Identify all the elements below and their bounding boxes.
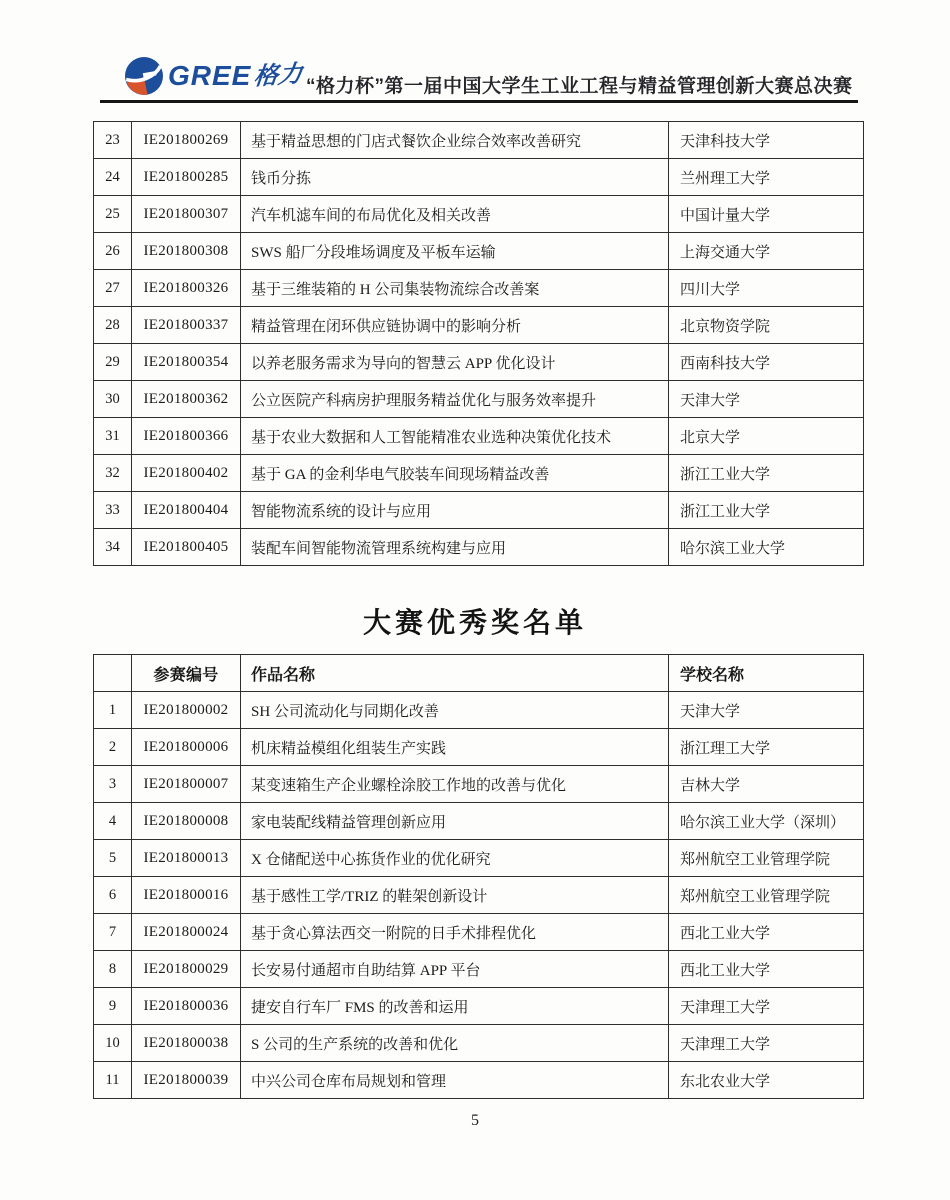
entry-id-cell: IE201800269 xyxy=(132,122,241,159)
table-row xyxy=(94,766,864,803)
project-title-cell: SWS 船厂分段堆场调度及平板车运输 xyxy=(241,233,669,270)
row-number-cell: 6 xyxy=(94,877,132,914)
school-name-cell: 浙江工业大学 xyxy=(669,455,864,492)
entry-id-cell: IE201800002 xyxy=(132,692,241,729)
project-title-cell: SH 公司流动化与同期化改善 xyxy=(241,692,669,729)
entry-id-cell: IE201800013 xyxy=(132,840,241,877)
row-number-cell: 3 xyxy=(94,766,132,803)
project-title-cell: 机床精益模组化组装生产实践 xyxy=(241,729,669,766)
school-name-cell: 西北工业大学 xyxy=(669,914,864,951)
column-header-entry-id: 参赛编号 xyxy=(132,655,241,692)
project-title-cell: 智能物流系统的设计与应用 xyxy=(241,492,669,529)
school-name-cell: 天津理工大学 xyxy=(669,1025,864,1062)
project-title-cell: X 仓储配送中心拣货作业的优化研究 xyxy=(241,840,669,877)
gree-logo xyxy=(124,54,305,98)
row-number-cell: 1 xyxy=(94,692,132,729)
table-row xyxy=(94,381,864,418)
entry-id-cell: IE201800016 xyxy=(132,877,241,914)
entry-id-cell: IE201800024 xyxy=(132,914,241,951)
row-number-cell: 27 xyxy=(94,270,132,307)
school-name-cell: 中国计量大学 xyxy=(669,196,864,233)
table-row xyxy=(94,196,864,233)
row-number-cell: 31 xyxy=(94,418,132,455)
school-name-cell: 兰州理工大学 xyxy=(669,159,864,196)
project-title-cell: 汽车机滤车间的布局优化及相关改善 xyxy=(241,196,669,233)
project-title-cell: 基于感性工学/TRIZ 的鞋架创新设计 xyxy=(241,877,669,914)
project-title-cell: 基于贪心算法西交一附院的日手术排程优化 xyxy=(241,914,669,951)
competition-title: “格力杯”第一届中国大学生工业工程与精益管理创新大赛总决赛 xyxy=(306,76,853,97)
table-row xyxy=(94,1062,864,1099)
project-title-cell: 以养老服务需求为导向的智慧云 APP 优化设计 xyxy=(241,344,669,381)
school-name-cell: 北京大学 xyxy=(669,418,864,455)
table-row xyxy=(94,455,864,492)
gree-brand-text: GREE xyxy=(168,60,252,91)
table-row xyxy=(94,529,864,566)
entry-id-cell: IE201800029 xyxy=(132,951,241,988)
entry-id-cell: IE201800405 xyxy=(132,529,241,566)
row-number-cell: 28 xyxy=(94,307,132,344)
row-number-cell: 24 xyxy=(94,159,132,196)
entry-id-cell: IE201800039 xyxy=(132,1062,241,1099)
excellence-award-table xyxy=(93,654,864,1099)
school-name-cell: 天津科技大学 xyxy=(669,122,864,159)
school-name-cell: 哈尔滨工业大学 xyxy=(669,529,864,566)
project-title-cell: 家电装配线精益管理创新应用 xyxy=(241,803,669,840)
entry-id-cell: IE201800285 xyxy=(132,159,241,196)
row-number-cell: 7 xyxy=(94,914,132,951)
school-name-cell: 上海交通大学 xyxy=(669,233,864,270)
entry-id-cell: IE201800402 xyxy=(132,455,241,492)
table-row xyxy=(94,840,864,877)
table-row xyxy=(94,418,864,455)
school-name-cell: 西南科技大学 xyxy=(669,344,864,381)
school-name-cell: 哈尔滨工业大学（深圳） xyxy=(669,803,864,840)
row-number-cell: 25 xyxy=(94,196,132,233)
entry-id-cell: IE201800362 xyxy=(132,381,241,418)
table-row xyxy=(94,159,864,196)
entry-id-cell: IE201800038 xyxy=(132,1025,241,1062)
row-number-cell: 26 xyxy=(94,233,132,270)
school-name-cell: 四川大学 xyxy=(669,270,864,307)
school-name-cell: 天津大学 xyxy=(669,381,864,418)
column-header-school-name: 学校名称 xyxy=(669,655,864,692)
row-number-cell: 29 xyxy=(94,344,132,381)
table-header-row xyxy=(94,655,864,692)
project-title-cell: 基于精益思想的门店式餐饮企业综合效率改善研究 xyxy=(241,122,669,159)
row-number-cell: 4 xyxy=(94,803,132,840)
entry-id-cell: IE201800008 xyxy=(132,803,241,840)
entry-id-cell: IE201800007 xyxy=(132,766,241,803)
column-header-blank xyxy=(94,655,132,692)
row-number-cell: 2 xyxy=(94,729,132,766)
award-table-continued xyxy=(93,121,864,566)
table-row xyxy=(94,914,864,951)
entry-id-cell: IE201800337 xyxy=(132,307,241,344)
section-title: 大赛优秀奖名单 xyxy=(362,607,587,638)
project-title-cell: 长安易付通超市自助结算 APP 平台 xyxy=(241,951,669,988)
table-row xyxy=(94,122,864,159)
project-title-cell: 某变速箱生产企业螺栓涂胶工作地的改善与优化 xyxy=(241,766,669,803)
project-title-cell: 公立医院产科病房护理服务精益优化与服务效率提升 xyxy=(241,381,669,418)
row-number-cell: 9 xyxy=(94,988,132,1025)
header-rule xyxy=(100,100,858,103)
school-name-cell: 浙江理工大学 xyxy=(669,729,864,766)
page-number: 5 xyxy=(471,1112,479,1129)
entry-id-cell: IE201800036 xyxy=(132,988,241,1025)
entry-id-cell: IE201800006 xyxy=(132,729,241,766)
school-name-cell: 吉林大学 xyxy=(669,766,864,803)
school-name-cell: 天津理工大学 xyxy=(669,988,864,1025)
project-title-cell: 基于农业大数据和人工智能精准农业选种决策优化技术 xyxy=(241,418,669,455)
school-name-cell: 北京物资学院 xyxy=(669,307,864,344)
project-title-cell: 精益管理在闭环供应链协调中的影响分析 xyxy=(241,307,669,344)
table-row xyxy=(94,1025,864,1062)
table-row xyxy=(94,307,864,344)
school-name-cell: 郑州航空工业管理学院 xyxy=(669,840,864,877)
school-name-cell: 郑州航空工业管理学院 xyxy=(669,877,864,914)
school-name-cell: 浙江工业大学 xyxy=(669,492,864,529)
entry-id-cell: IE201800366 xyxy=(132,418,241,455)
entry-id-cell: IE201800404 xyxy=(132,492,241,529)
gree-brand-script: 格力 xyxy=(252,60,305,91)
row-number-cell: 23 xyxy=(94,122,132,159)
project-title-cell: 基于三维装箱的 H 公司集装物流综合改善案 xyxy=(241,270,669,307)
gree-logo-icon xyxy=(124,56,164,96)
column-header-project-title: 作品名称 xyxy=(241,655,669,692)
table-row xyxy=(94,344,864,381)
table-row xyxy=(94,692,864,729)
row-number-cell: 34 xyxy=(94,529,132,566)
row-number-cell: 30 xyxy=(94,381,132,418)
entry-id-cell: IE201800326 xyxy=(132,270,241,307)
table-row xyxy=(94,951,864,988)
school-name-cell: 天津大学 xyxy=(669,692,864,729)
table-row xyxy=(94,270,864,307)
project-title-cell: S 公司的生产系统的改善和优化 xyxy=(241,1025,669,1062)
table-row xyxy=(94,492,864,529)
table-row xyxy=(94,877,864,914)
table-row xyxy=(94,988,864,1025)
school-name-cell: 东北农业大学 xyxy=(669,1062,864,1099)
project-title-cell: 捷安自行车厂 FMS 的改善和运用 xyxy=(241,988,669,1025)
row-number-cell: 33 xyxy=(94,492,132,529)
entry-id-cell: IE201800308 xyxy=(132,233,241,270)
project-title-cell: 基于 GA 的金利华电气胶装车间现场精益改善 xyxy=(241,455,669,492)
row-number-cell: 8 xyxy=(94,951,132,988)
row-number-cell: 10 xyxy=(94,1025,132,1062)
table-row xyxy=(94,729,864,766)
row-number-cell: 5 xyxy=(94,840,132,877)
entry-id-cell: IE201800354 xyxy=(132,344,241,381)
row-number-cell: 32 xyxy=(94,455,132,492)
school-name-cell: 西北工业大学 xyxy=(669,951,864,988)
project-title-cell: 钱币分拣 xyxy=(241,159,669,196)
project-title-cell: 装配车间智能物流管理系统构建与应用 xyxy=(241,529,669,566)
table-row xyxy=(94,803,864,840)
project-title-cell: 中兴公司仓库布局规划和管理 xyxy=(241,1062,669,1099)
table-row xyxy=(94,233,864,270)
row-number-cell: 11 xyxy=(94,1062,132,1099)
entry-id-cell: IE201800307 xyxy=(132,196,241,233)
